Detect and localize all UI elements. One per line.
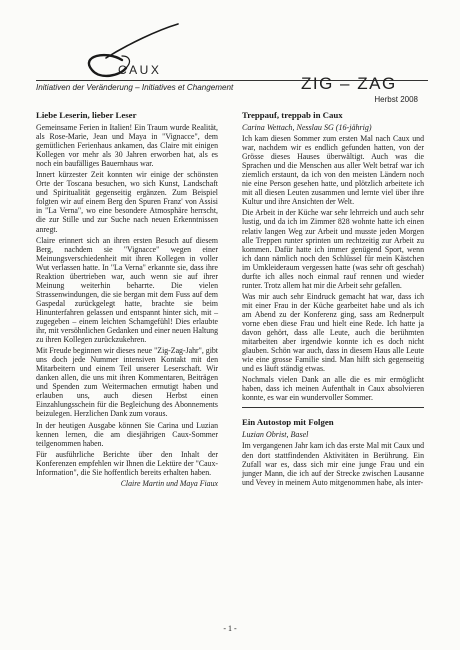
editorial-paragraph: Claire erinnert sich an ihren ersten Besuch auf diesem Berg, nachdem sie "Vignacce" wegen einer Meinungsverschiedenheit mit ihren Kollegen in voller Wut verlassen hatte. In "La Verna" erkannte sie, dass ihre Reaktion übertrieben war, auch wenn sie auf ihrer Meinung weiterhin beharrte. Die vielen Strassenwindungen, die sie bergan mit dem Fuss auf dem Gaspedal zurückgelegt hatte, brachte sie beim Hinunterfahren gelassen und entspannt hinter sich, mit – zugegeben – einem leichten Schamgefühl! Dies erlaubte ihr, mit versöhnlichen Gedanken und einer neuen Haltung zu ihren Kollegen zurückzukehren. bbox=[36, 235, 218, 345]
tagline: Initiativen der Veränderung – Initiatives et Changement bbox=[36, 83, 234, 92]
article-paragraph: Die Arbeit in der Küche war sehr lehrreich und auch sehr lustig, und da ich im Zimmer 828 wohnte hatte ich einen relativ langen Weg zur Arbeit und musste jeden Morgen alle Treppen runter sprinten um rechtzeitig zur Arbeit zu kommen. Dafür hatte ich immer genügend Sport, wenn ich dann nämlich noch den Schlüssel für mein Kästchen im Umkleideraum vergessen hatte (was sehr oft geschah) durfte ich alles noch einmal rauf rennen und wieder runter. Trotz allem hat mir die Arbeit sehr gefallen. bbox=[242, 208, 424, 290]
brand-name: CAUX bbox=[118, 63, 162, 77]
article-paragraph: Was mir auch sehr Eindruck gemacht hat war, dass ich mit einer Frau in der Küche gearbeitet habe und als ich am Abend zu der Konferenz ging, sass am Rednerpult vorne eben diese Frau und hielt eine Rede. Ich hatte ja davon gehört, dass alle Leute, auch die berühmten mitarbeiten aber irgendwie konnte ich es doch nicht glauben. Schön war auch, dass in diesem Haus alle Leute wie eine grosse Familie sind. Man hilft sich gegenseitig und es läuft ständig etwas. bbox=[242, 291, 424, 374]
editorial-paragraph: Mit Freude beginnen wir dieses neue "Zig-Zag-Jahr", gibt uns doch jede Nummer intensiven Kontakt mit den Mitarbeitern und einem Teil unserer Leserschaft. Wir danken allen, die uns mit ihren Kommentaren, Beiträgen und Spenden zum Weitermachen ermutigt haben und erlauben uns, auch diesen Herbst einen Einzahlungsschein für die Begleichung des Abonnements beizulegen. Herzlichen Dank zum voraus. bbox=[36, 346, 218, 419]
page-number: - 1 - bbox=[223, 624, 237, 633]
newsletter-title: ZIG – ZAG bbox=[301, 74, 397, 93]
left-column bbox=[36, 110, 218, 490]
article-paragraph: Ich kam diesen Sommer zum ersten Mal nach Caux und war, nachdem wir es endlich gefunden hatten, von der Grösse dieses Hauses überwältigt. Auch was die Sprachen und die Menschen aus aller Welt betraf war ich ziemlich erstaunt, da ich von den meisten Ländern noch nie eine Person gesehen hatte, und plötzlich arbeitete ich mit all diesen Leuten zusammen und lernte viel über ihre Kultur und ihre Ansichten der Welt. bbox=[242, 134, 424, 207]
article-paragraph: Nochmals vielen Dank an alle die es mir ermöglicht haben, dass ich meinen Aufenthalt in Caux absolvieren konnte, es war ein wundervoller Sommer. bbox=[242, 375, 424, 403]
article-paragraph: Im vergangenen Jahr kam ich das erste Mal mit Caux und den dort stattfindenden Aktivitäten in Berührung. Ein Zufall war es, dass sich mir eine junge Frau und ein junger Mann, die ich auf der Strecke zwischen Lausanne und Vevey in meinem Auto mitgenommen habe, als inter- bbox=[242, 441, 424, 487]
editorial-heading: Liebe Leserin, lieber Leser bbox=[36, 110, 137, 120]
article-heading: Ein Autostop mit Folgen bbox=[242, 417, 334, 428]
article-separator bbox=[242, 407, 424, 408]
right-column bbox=[242, 110, 424, 489]
editorial-paragraph: Gemeinsame Ferien in Italien! Ein Traum wurde Realität, als Rose-Marie, Jean und Maya in "Vignacce", dem gemütlichen Ferienhaus ankamen, das Claire mit einigen Kollegen vor mehr als 30 Jahren erworben hat, als es noch ein baufälliges Bauernhaus war. bbox=[36, 123, 218, 169]
editorial-paragraph: Für ausführliche Berichte über den Inhalt der Konferenzen empfehlen wir Ihnen die Lektüre der "Caux-Information", die Sie hoffentlich bereits erhalten haben. bbox=[36, 449, 219, 477]
editorial-paragraph: In der heutigen Ausgabe können Sie Carina und Luzian kennen lernen, die am diesjährigen Caux-Sommer teilgenommen haben. bbox=[36, 420, 218, 448]
editorial-paragraph: Innert kürzester Zeit konnten wir einige der schönsten Orte der Toscana besuchen, wo sich Kunst, Landschaft und Spiritualität gegenseitig ergänzen. Zum Beispiel folgten wir auf einem Berg den Spuren Franz' von Assisi in "La Verna", wo eine besondere Atmosphäre herrscht, die zur Stille und zur Suche nach neuen Erkenntnissen anregt. bbox=[36, 170, 218, 234]
article-byline: Luzian Obrist, Basel bbox=[242, 430, 309, 440]
article-heading: Treppauf, treppab in Caux bbox=[242, 110, 343, 120]
article-byline: Carina Wettach, Nesslau SG (16-jährig) bbox=[242, 123, 372, 132]
issue-season: Herbst 2008 bbox=[374, 95, 418, 104]
editorial-signature: Claire Martin und Maya Fiaux bbox=[120, 478, 218, 488]
